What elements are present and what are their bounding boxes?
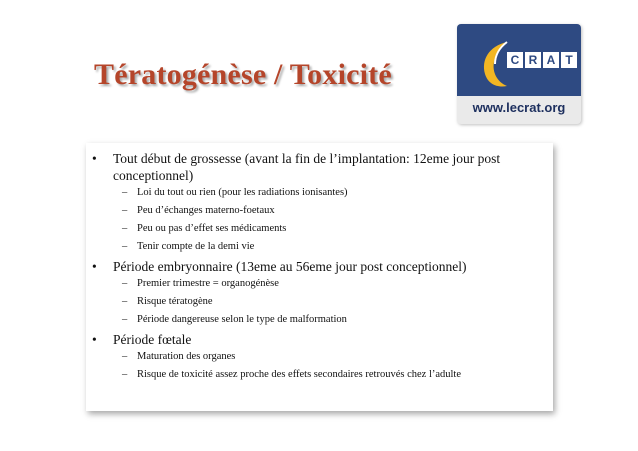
logo-letter: A xyxy=(543,52,559,68)
logo-url: www.lecrat.org xyxy=(472,100,566,115)
sub-dash: – xyxy=(122,187,128,198)
sub-dash: – xyxy=(122,369,128,380)
sub-item xyxy=(92,293,522,311)
logo-letter: C xyxy=(507,52,523,68)
bullet-mark: • xyxy=(92,332,97,347)
bullet-mark: • xyxy=(92,151,97,166)
sub-item xyxy=(92,202,522,220)
bullet-list xyxy=(92,148,522,384)
logo-letters xyxy=(507,52,577,68)
sub-text: Risque tératogène xyxy=(137,296,213,307)
sub-text: Maturation des organes xyxy=(137,351,236,362)
crat-logo xyxy=(457,24,581,124)
bullet-item xyxy=(92,331,522,348)
sub-item xyxy=(92,366,522,384)
sub-item xyxy=(92,238,522,256)
sub-text: Tenir compte de la demi vie xyxy=(137,241,255,252)
bullet-mark: • xyxy=(92,259,97,274)
sub-item xyxy=(92,311,522,329)
sub-dash: – xyxy=(122,205,128,216)
bullet-text: Période fœtale xyxy=(113,332,192,347)
sub-text: Peu d’échanges materno-foetaux xyxy=(137,205,275,216)
sub-text: Risque de toxicité assez proche des effets secondaires retrouvés chez l’adulte xyxy=(137,369,462,380)
sub-text: Peu ou pas d’effet ses médicaments xyxy=(137,223,287,234)
sub-dash: – xyxy=(122,314,128,325)
sub-text: Loi du tout ou rien (pour les radiations ionisantes) xyxy=(137,187,348,198)
bullet-item xyxy=(92,258,522,275)
sub-item xyxy=(92,184,522,202)
bullet-text: Tout début de grossesse (avant la fin de l’implantation: 12eme jour post conceptionnel) xyxy=(113,151,501,183)
sub-dash: – xyxy=(122,278,128,289)
sub-item xyxy=(92,275,522,293)
sub-dash: – xyxy=(122,223,128,234)
slide-title: Tératogénèse / Toxicité xyxy=(94,58,392,91)
logo-letter: R xyxy=(525,52,541,68)
sub-text: Période dangereuse selon le type de malformation xyxy=(137,314,347,325)
sub-item xyxy=(92,220,522,238)
sub-dash: – xyxy=(122,241,128,252)
sub-dash: – xyxy=(122,351,128,362)
sub-item xyxy=(92,348,522,366)
logo-letter: T xyxy=(561,52,577,68)
sub-dash: – xyxy=(122,296,128,307)
bullet-text: Période embryonnaire (13eme au 56eme jour post conceptionnel) xyxy=(113,259,467,274)
sub-text: Premier trimestre = organogénèse xyxy=(137,278,279,289)
bullet-item xyxy=(92,150,522,184)
